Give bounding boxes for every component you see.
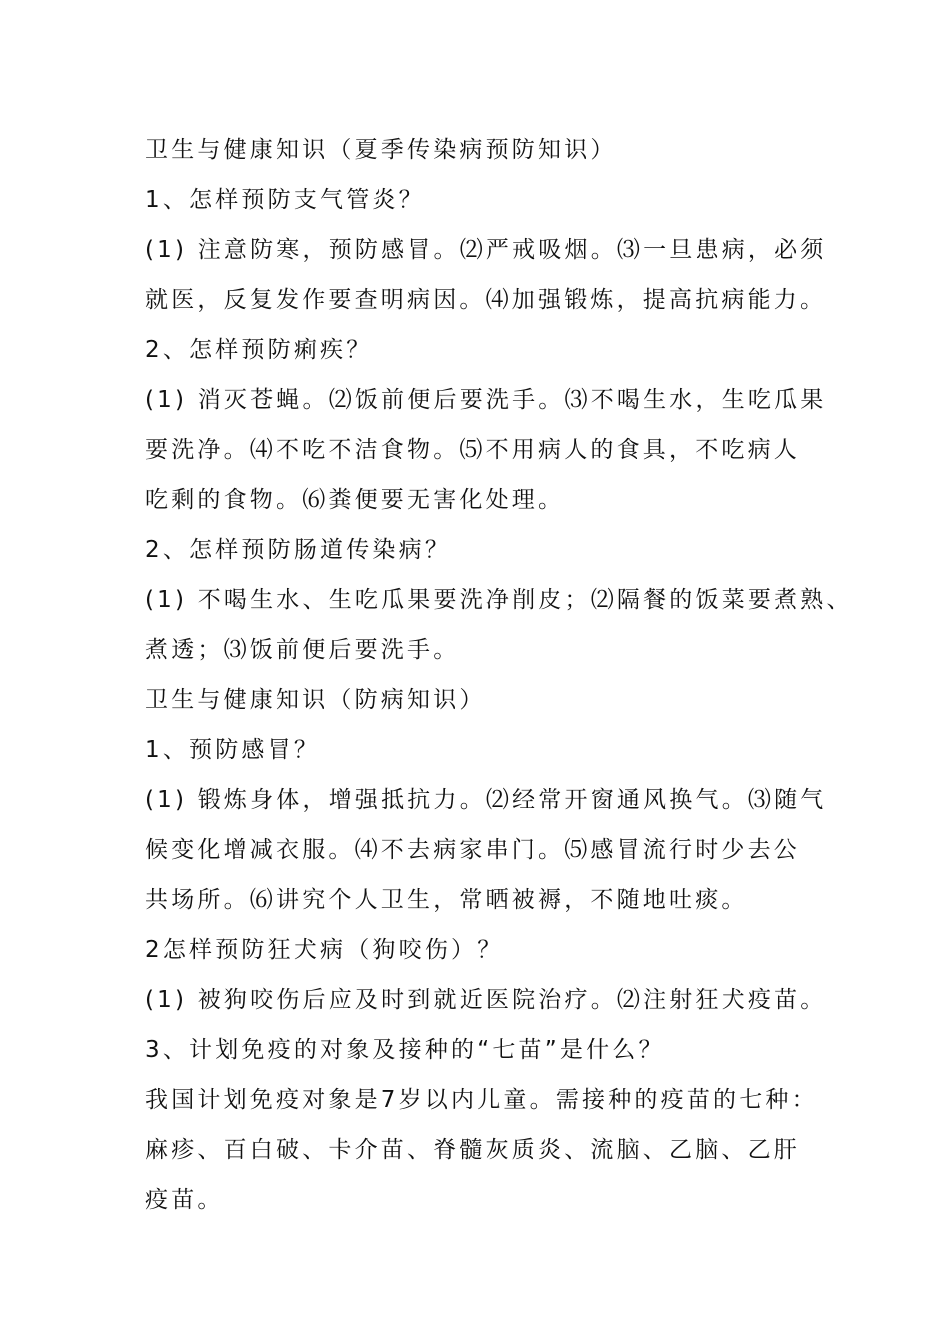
- question-dysentery: 2、怎样预防痢疾？: [145, 337, 373, 363]
- answer-text-line: 共场所。⑹讲究个人卫生，常晒被褥，不随地吐痰。: [145, 887, 748, 913]
- answer-text-line: 就医，反复发作要查明病因。⑷加强锻炼，提高抗病能力。: [145, 287, 827, 313]
- answer-text-line: (1) 被狗咬伤后应及时到就近医院治疗。⑵注射狂犬疫苗。: [145, 987, 827, 1013]
- document-body: [145, 125, 853, 1225]
- answer-text-line: (1) 锻炼身体，增强抵抗力。⑵经常开窗通风换气。⑶随气: [145, 787, 827, 813]
- answer-text-line: 疫苗。: [145, 1187, 224, 1213]
- answer-text-line: (1) 不喝生水、生吃瓜果要洗净削皮；⑵隔餐的饭菜要煮熟、: [145, 587, 853, 613]
- answer-text-line: 煮透；⑶饭前便后要洗手。: [145, 637, 460, 663]
- answer-text-line: 我国计划免疫对象是7岁以内儿童。需接种的疫苗的七种：: [145, 1087, 818, 1113]
- question-intestinal-disease: 2、怎样预防肠道传染病？: [145, 537, 452, 563]
- answer-text-line: (1) 消灭苍蝇。⑵饭前便后要洗手。⑶不喝生水，生吃瓜果: [145, 387, 827, 413]
- section-title-summer-infectious-disease: 卫生与健康知识（夏季传染病预防知识）: [145, 137, 617, 163]
- answer-text-line: 麻疹、百白破、卡介苗、脊髓灰质炎、流脑、乙脑、乙肝: [145, 1137, 800, 1163]
- question-cold: 1、预防感冒？: [145, 737, 321, 763]
- answer-text-line: 要洗净。⑷不吃不洁食物。⑸不用病人的食具，不吃病人: [145, 437, 800, 463]
- section-title-disease-prevention: 卫生与健康知识（防病知识）: [145, 687, 486, 713]
- question-rabies: 2怎样预防狂犬病（狗咬伤）？: [145, 937, 504, 963]
- answer-text-line: (1) 注意防寒，预防感冒。⑵严戒吸烟。⑶一旦患病，必须: [145, 237, 827, 263]
- answer-text-line: 候变化增减衣服。⑷不去病家串门。⑸感冒流行时少去公: [145, 837, 800, 863]
- question-bronchitis: 1、怎样预防支气管炎？: [145, 187, 425, 213]
- question-vaccination: 3、计划免疫的对象及接种的“七苗”是什么？: [145, 1037, 665, 1063]
- answer-text-line: 吃剩的食物。⑹粪便要无害化处理。: [145, 487, 565, 513]
